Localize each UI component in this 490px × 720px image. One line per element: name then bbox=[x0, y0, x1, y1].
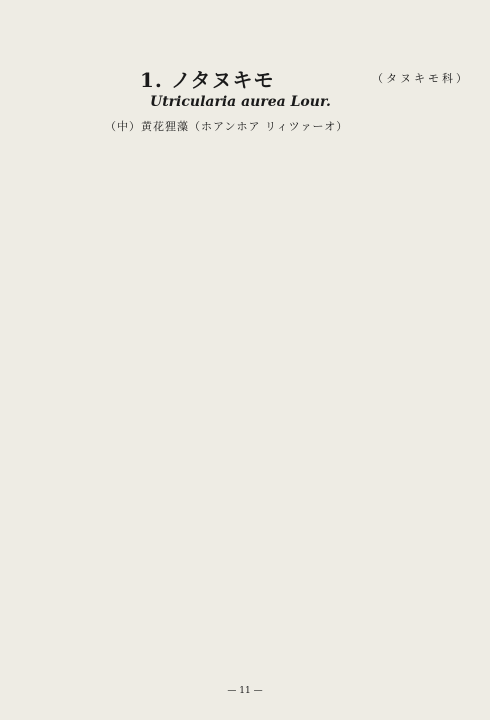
page-number: — 11 — bbox=[227, 686, 263, 696]
page-title: 1. ノタヌキモ bbox=[140, 68, 275, 92]
scientific-name: Utricularia aurea Lour. bbox=[150, 94, 331, 110]
chinese-name: （中）黄花狸藻（ホアンホア リィツァーオ） bbox=[105, 120, 349, 133]
family-name: （タヌキモ科） bbox=[372, 72, 470, 85]
